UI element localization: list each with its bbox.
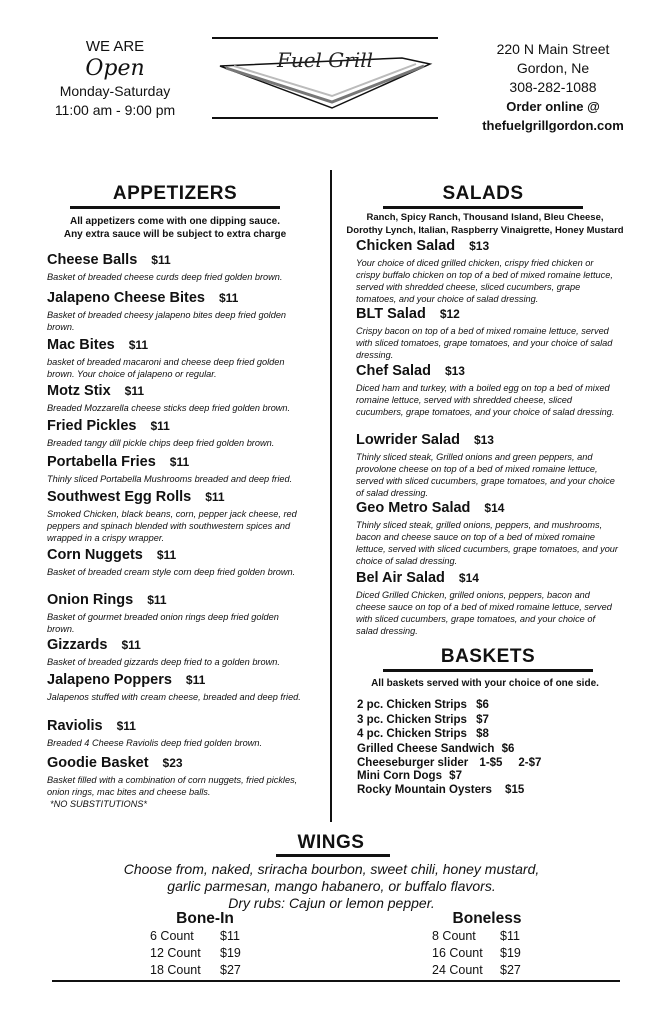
menu-item [47, 382, 307, 414]
item-price: $7 [449, 770, 462, 782]
menu-item [47, 251, 307, 283]
wings-flavors [60, 861, 603, 912]
item-description: Your choice of diced grilled chicken, crispy fried chicken or crispy buffalo chicken on top of a bed of mixed romaine lettuce, served with shredded cheese, sliced cucumbers, grape tomatoes, and your choice of salad dressing. [356, 258, 613, 304]
menu-item [356, 237, 618, 305]
item-description: Basket of gourmet breaded onion rings deep fried golden brown. [47, 612, 279, 634]
contact-block [455, 40, 651, 135]
item-name: Bel Air Salad [356, 570, 445, 586]
item-price: $23 [162, 756, 183, 770]
item-name: Cheeseburger slider [357, 757, 469, 769]
item-description: Thinly sliced steak, Grilled onions and green peppers, and provolone cheese on top of a bed of mixed romaine lettuce, served with sliced cucumbers, grape tomatoes, and your choice of salad dressing. [356, 452, 615, 498]
wings-flavors-line-1: Choose from, naked, sriracha bourbon, sweet chili, honey mustard, [123, 861, 540, 877]
bone-in-column [150, 909, 260, 979]
item-name: Onion Rings [47, 592, 134, 608]
menu-item [47, 488, 307, 544]
item-price: $11 [124, 384, 144, 398]
item-price: $15 [505, 784, 525, 796]
count-label: 24 Count [432, 963, 483, 977]
count-label: 6 Count [150, 929, 194, 943]
wings-title: WINGS [297, 832, 365, 853]
salads-rule [383, 206, 583, 209]
column-divider [330, 170, 332, 822]
item-name: Lowrider Salad [356, 432, 460, 448]
count-label: 18 Count [150, 963, 201, 977]
phone-number: 308-282-1088 [509, 79, 597, 95]
count-price: $27 [500, 963, 521, 977]
menu-item [356, 362, 618, 418]
item-description: Breaded tangy dill pickle chips deep fried golden brown. [47, 438, 275, 448]
count-price: $19 [500, 946, 521, 960]
item-price: $13 [473, 433, 494, 447]
item-description: Breaded 4 Cheese Raviolis deep fried golden brown. [47, 738, 263, 748]
menu-item [47, 546, 307, 578]
item-note: *NO SUBSTITUTIONS* [50, 799, 147, 809]
wings-rule [276, 854, 390, 857]
item-price: $6 [501, 743, 515, 755]
wings-flavors-line-2: garlic parmesan, mango habanero, or buffalo flavors. [167, 878, 496, 894]
order-online-text: Order online @ [506, 99, 600, 114]
appetizers-note-line-1: All appetizers come with one dipping sauce. [69, 216, 281, 227]
address-line-2: Gordon, Ne [516, 60, 590, 76]
item-name: Chicken Salad [356, 238, 456, 254]
item-price: $11 [128, 338, 149, 352]
count-price: $11 [220, 929, 240, 943]
item-name: Portabella Fries [47, 454, 156, 470]
menu-item [356, 431, 618, 499]
menu-item [47, 417, 307, 449]
count-price: $27 [220, 963, 241, 977]
bottom-rule [52, 980, 620, 982]
count-price: $11 [500, 929, 520, 943]
bone-in-title: Bone-In [176, 910, 234, 927]
website-link[interactable]: thefuelgrillgordon.com [482, 118, 624, 133]
hours-text: 11:00 am - 9:00 pm [54, 102, 176, 118]
item-price: $8 [476, 728, 489, 740]
count-row [150, 962, 260, 979]
item-name: Mini Corn Dogs [357, 770, 442, 782]
salads-title: SALADS [442, 183, 524, 204]
item-description: Diced Grilled Chicken, grilled onions, peppers, bacon and cheese sauce on top of a bed of mixed romaine lettuce, served with sliced cucumbers, grape tomatoes, and your choice of salad dressing. [356, 590, 612, 636]
item-name: Motz Stix [47, 383, 111, 399]
basket-item [357, 742, 627, 756]
item-price: $11 [151, 253, 171, 267]
count-label: 12 Count [150, 946, 201, 960]
item-price: $14 [458, 571, 479, 585]
item-name: 4 pc. Chicken Strips [357, 728, 467, 740]
count-price: $19 [220, 946, 241, 960]
menu-item [356, 569, 618, 637]
item-description: basket of breaded macaroni and cheese deep fried golden brown. Your choice of jalapeno or regular. [47, 357, 285, 379]
basket-item [357, 769, 627, 783]
item-name: Raviolis [47, 718, 103, 734]
item-description: Breaded Mozzarella cheese sticks deep fried golden brown. [47, 403, 291, 413]
menu-item [47, 591, 307, 635]
item-price: $11 [116, 719, 136, 733]
item-description: Basket of breaded cheese curds deep fried golden brown. [47, 272, 283, 282]
basket-item [357, 713, 627, 727]
boneless-title: Boneless [452, 910, 522, 927]
item-price: $11 [185, 673, 206, 687]
item-description: Thinly sliced Portabella Mushrooms breaded and deep fried. [47, 474, 293, 484]
item-name: Gizzards [47, 637, 108, 653]
menu-item [47, 336, 307, 380]
menu-item [47, 289, 307, 333]
item-price: $6 [476, 699, 489, 711]
appetizers-note [40, 215, 310, 241]
menu-item [47, 754, 307, 810]
menu-item [47, 671, 307, 703]
menu-item [47, 453, 307, 485]
item-name: BLT Salad [356, 306, 426, 322]
appetizers-title: APPETIZERS [112, 183, 238, 204]
appetizers-note-line-2: Any extra sauce will be subject to extra charge [63, 229, 287, 240]
dressings-line-2: Dorothy Lynch, Italian, Raspberry Vinaigrette, Honey Mustard [346, 225, 624, 236]
item-price: $13 [444, 364, 465, 378]
count-label: 16 Count [432, 946, 483, 960]
menu-item [47, 717, 307, 749]
we-are-text: WE ARE [85, 38, 145, 55]
item-name: Corn Nuggets [47, 547, 143, 563]
item-name: 2 pc. Chicken Strips [357, 699, 467, 711]
item-description: Jalapenos stuffed with cream cheese, breaded and deep fried. [47, 692, 301, 702]
count-label: 8 Count [432, 929, 476, 943]
baskets-rule [383, 669, 593, 672]
item-price: $7 [476, 714, 489, 726]
item-price: $11 [205, 490, 225, 504]
basket-item [357, 783, 627, 797]
wings-dry-rubs: Dry rubs: Cajun or lemon pepper. [228, 895, 435, 911]
baskets-note: All baskets served with your choice of one side. [371, 678, 599, 689]
count-row [150, 928, 260, 945]
item-name: Grilled Cheese Sandwich [357, 743, 495, 755]
item-price: $12 [439, 307, 460, 321]
item-price: $11 [121, 638, 141, 652]
item-name: Rocky Mountain Oysters [357, 784, 492, 796]
item-description: Thinly sliced steak, grilled onions, peppers, and mushrooms, bacon and cheese sauce on top of a bed of mixed romaine lettuce, served with sliced cucumbers, grape tomatoes, and your choice of salad dressing. [356, 520, 618, 566]
item-description: Basket of breaded cream style corn deep fried golden brown. [47, 567, 296, 577]
address-line-1: 220 N Main Street [496, 41, 610, 57]
item-name: Southwest Egg Rolls [47, 489, 192, 505]
salads-dressings [340, 211, 630, 237]
item-name: 3 pc. Chicken Strips [357, 714, 467, 726]
item-description: Basket filled with a combination of corn nuggets, fried pickles, onion rings, mac bites and cheese balls. [47, 775, 298, 797]
item-price: 1-$5 2-$7 [479, 757, 542, 769]
hours-block [40, 38, 190, 120]
dressings-line-1: Ranch, Spicy Ranch, Thousand Island, Bleu Cheese, [366, 212, 604, 223]
fuel-grill-logo [212, 36, 438, 122]
item-price: $11 [218, 291, 239, 305]
item-description: Smoked Chicken, black beans, corn, pepper jack cheese, red peppers and spinach blended with southwestern spices and wrapped in a crispy wrapper. [47, 509, 297, 543]
item-price: $11 [156, 548, 177, 562]
days-text: Monday-Saturday [59, 83, 171, 99]
item-name: Chef Salad [356, 363, 431, 379]
baskets-title: BASKETS [440, 646, 536, 667]
basket-item [357, 756, 627, 770]
item-description: Basket of breaded cheesy jalapeno bites deep fried golden brown. [47, 310, 287, 332]
open-text: Open [85, 56, 145, 81]
item-name: Geo Metro Salad [356, 500, 471, 516]
item-description: Crispy bacon on top of a bed of mixed romaine lettuce, served with sliced tomatoes, grape tomatoes, and your choice of salad dressing. [356, 326, 613, 360]
item-name: Mac Bites [47, 337, 115, 353]
item-description: Basket of breaded gizzards deep fried to a golden brown. [47, 657, 280, 667]
menu-item [47, 636, 307, 668]
count-row [432, 928, 542, 945]
item-price: $13 [469, 239, 490, 253]
item-price: $11 [147, 593, 167, 607]
menu-item [356, 499, 618, 567]
basket-item [357, 727, 627, 741]
count-row [150, 945, 260, 962]
item-price: $11 [169, 455, 190, 469]
appetizers-rule [70, 206, 280, 209]
item-price: $11 [150, 419, 170, 433]
item-name: Goodie Basket [47, 755, 149, 771]
item-name: Cheese Balls [47, 252, 138, 268]
item-description: Diced ham and turkey, with a boiled egg on top a bed of mixed romaine lettuce, served with shredded cheese, sliced cucumbers, grape tomatoes, and your choice of salad dressing. [356, 383, 615, 417]
count-row [432, 945, 542, 962]
item-price: $14 [484, 501, 505, 515]
item-name: Fried Pickles [47, 418, 137, 434]
item-name: Jalapeno Cheese Bites [47, 290, 205, 306]
boneless-column [432, 909, 542, 979]
basket-item [357, 698, 627, 712]
item-name: Jalapeno Poppers [47, 672, 172, 688]
menu-item [356, 305, 618, 361]
count-row [432, 962, 542, 979]
logo-text: Fuel Grill [276, 48, 374, 72]
